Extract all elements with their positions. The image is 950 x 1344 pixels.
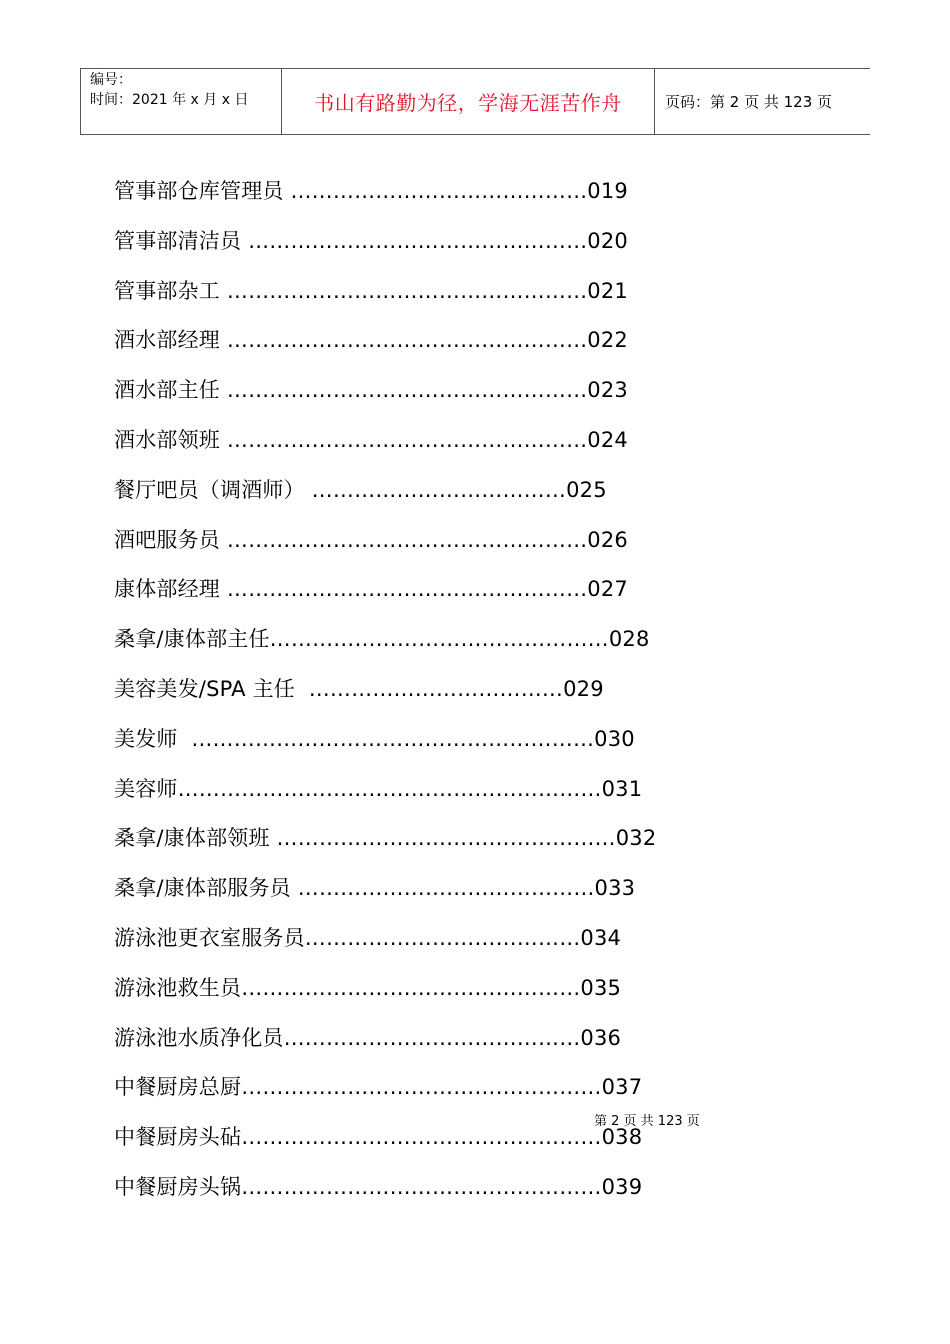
toc-entry[interactable]: 中餐厨房总厨……………………………………………037 <box>114 1075 643 1100</box>
toc-entry[interactable]: 桑拿/康体部领班 …………………………………………032 <box>114 826 657 851</box>
header-page-label: 页码：第 2 页 共 123 页 <box>665 93 833 111</box>
toc-entry[interactable]: 中餐厨房头砧……………………………………………038 <box>114 1125 643 1150</box>
toc-entry[interactable]: 游泳池救生员…………………………………………035 <box>114 975 622 1000</box>
toc-entry[interactable]: 管事部仓库管理员 ……………………………………019 <box>114 179 628 203</box>
header-meta <box>81 69 282 134</box>
toc-entry[interactable]: 酒水部领班 ……………………………………………024 <box>114 427 628 452</box>
toc-entry[interactable]: 游泳池更衣室服务员…………………………………034 <box>114 925 622 950</box>
toc-entry[interactable]: 桑拿/康体部服务员 ……………………………………033 <box>114 876 636 901</box>
toc-entry[interactable]: 酒吧服务员 ……………………………………………026 <box>114 527 628 552</box>
header-motto: 书山有路勤为径，学海无涯苦作舟 <box>282 69 655 134</box>
document-time-label: 时间：2021 年 x 月 x 日 <box>90 92 249 108</box>
toc-entry[interactable]: 美发师 …………………………………………………030 <box>114 726 635 751</box>
page-header <box>80 68 870 135</box>
toc-entry[interactable]: 管事部清洁员 …………………………………………020 <box>114 228 628 253</box>
toc-entry[interactable]: 美容师……………………………………………………031 <box>114 776 643 801</box>
page-footer-number: 第 2 页 共 123 页 <box>594 1114 700 1129</box>
toc-entry[interactable]: 桑拿/康体部主任…………………………………………028 <box>114 627 650 652</box>
toc-entry[interactable]: 康体部经理 ……………………………………………027 <box>114 577 628 602</box>
toc-entry[interactable]: 游泳池水质净化员……………………………………036 <box>114 1025 622 1050</box>
toc-entry[interactable]: 美容美发/SPA 主任 ………………………………029 <box>114 676 604 701</box>
toc-entry[interactable]: 酒水部经理 ……………………………………………022 <box>114 328 628 353</box>
table-of-contents <box>114 171 656 1217</box>
toc-entry[interactable]: 酒水部主任 ……………………………………………023 <box>114 378 628 403</box>
toc-entry[interactable]: 中餐厨房头锅……………………………………………039 <box>114 1174 643 1199</box>
toc-entry[interactable]: 管事部杂工 ……………………………………………021 <box>114 278 628 303</box>
toc-entry[interactable]: 餐厅吧员（调酒师） ………………………………025 <box>114 477 607 502</box>
document-number-label: 编号： <box>90 72 132 88</box>
